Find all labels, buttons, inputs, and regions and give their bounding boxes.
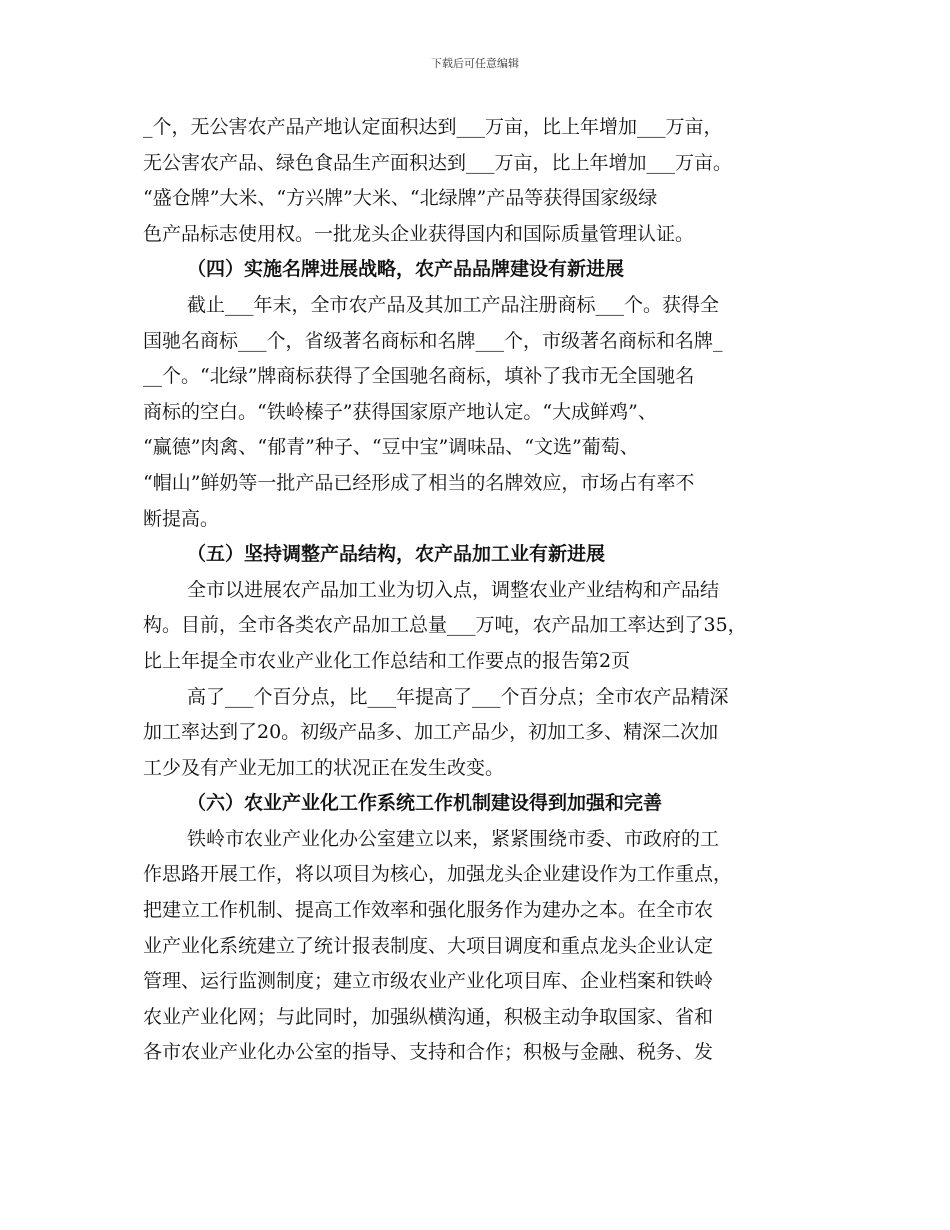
text-line: 无公害农产品、绿色食品生产面积达到___万亩，比上年增加___万亩。 [143, 151, 733, 174]
text-line: “盛仓牌”大米、“方兴牌”大米、“北绿牌”产品等获得国家级绿 [143, 187, 658, 210]
text-line: 色产品标志使用权。一批龙头企业获得国内和国际质量管理认证。 [143, 222, 695, 245]
text-line: 商标的空白。“铁岭榛子”获得国家原产地认定。“大成鲜鸡”、 [143, 400, 657, 423]
text-line: 全市以进展农产品加工业为切入点，调整农业产业结构和产品结 [187, 578, 720, 601]
document-body [143, 110, 815, 1071]
text-line: 业产业化系统建立了统计报表制度、大项目调度和重点龙头企业认定 [143, 934, 714, 957]
text-line: 高了___个百分点，比___年提高了___个百分点；全市农产品精深 [187, 685, 729, 708]
text-line: 截止___年末，全市农产品及其加工产品注册商标___个。获得全 [187, 293, 720, 316]
text-line: 工少及有产业无加工的状况正在发生改变。 [143, 756, 505, 779]
text-line: 把建立工作机制、提高工作效率和强化服务作为建办之本。在全市农 [143, 899, 714, 922]
text-line: 加工率达到了20。初级产品多、加工产品少，初加工多、精深二次加 [143, 721, 719, 744]
section-heading: （六）农业产业化工作系统工作机制建设得到加强和完善 [187, 792, 663, 815]
text-line: 国驰名商标___个，省级著名商标和名牌___个，市级著名商标和名牌_ [143, 329, 723, 352]
text-line: “帽山”鲜奶等一批产品已经形成了相当的名牌效应，市场占有率不 [143, 471, 695, 494]
text-line: 断提高。 [143, 507, 220, 530]
text-line: 铁岭市农业产业化办公室建立以来，紧紧围绕市委、市政府的工 [187, 827, 720, 850]
text-line: “赢德”肉禽、“郁青”种子、“豆中宝”调味品、“文选”葡萄、 [143, 436, 639, 459]
text-line: 构。目前，全市各类农产品加工总量___万吨，农产品加工率达到了35， [143, 614, 747, 637]
text-line: 管理、运行监测制度；建立市级农业产业化项目库、企业档案和铁岭 [143, 970, 714, 993]
text-line: _个，无公害农产品产地认定面积达到___万亩，比上年增加___万亩， [143, 116, 723, 138]
section-heading: （四）实施名牌进展战略，农产品品牌建设有新进展 [187, 258, 625, 281]
page-header: 下载后可任意编辑 [431, 57, 519, 70]
text-line: __个。“北绿”牌商标获得了全国驰名商标，填补了我市无全国驰名 [143, 365, 695, 388]
text-line: 各市农业产业化办公室的指导、支持和合作；积极与金融、税务、发 [143, 1041, 714, 1064]
text-line: 比上年提全市农业产业化工作总结和工作要点的报告第2页 [143, 649, 631, 672]
section-heading: （五）坚持调整产品结构，农产品加工业有新进展 [187, 543, 606, 566]
text-line: 作思路开展工作，将以项目为核心，加强龙头企业建设作为工作重点， [143, 863, 733, 886]
text-line: 农业产业化网；与此同时，加强纵横沟通，积极主动争取国家、省和 [143, 1005, 714, 1028]
